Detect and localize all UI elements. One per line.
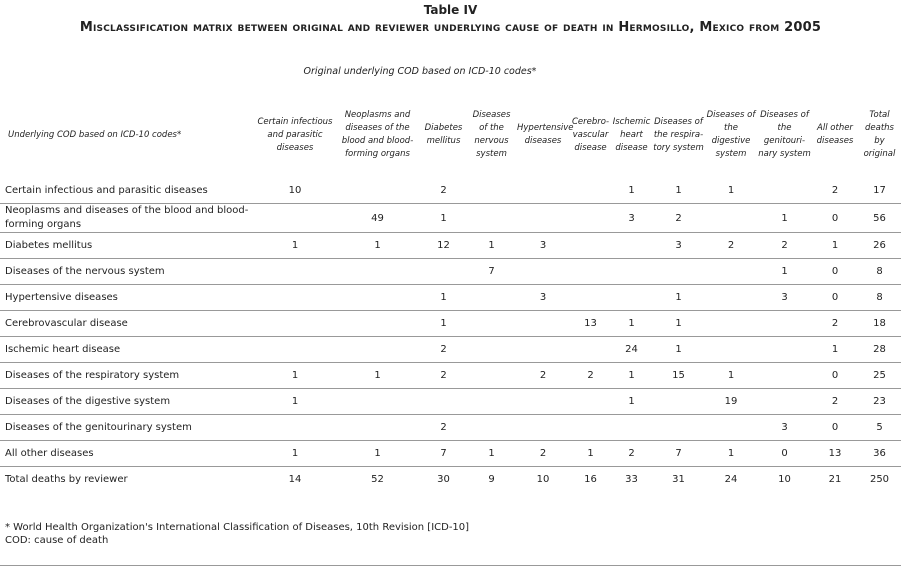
table-cell: 1 (255, 233, 335, 259)
table-cell: 2 (570, 363, 611, 389)
table-cell: 10 (778, 474, 791, 485)
table-cell (467, 285, 516, 311)
table-cell: 2 (420, 178, 467, 204)
table-label: Table IV (423, 3, 478, 17)
table-cell: 1 (335, 233, 420, 259)
column-header: Certain infectious and parasitic diseases (257, 116, 333, 153)
table-cell: 2 (757, 233, 812, 259)
table-cell (570, 337, 611, 363)
table-cell: 0 (812, 259, 858, 285)
table-cell (467, 204, 516, 233)
table-cell (516, 259, 570, 285)
column-header: Diseases of the nervous system (472, 110, 511, 159)
table-cell: 3 (516, 233, 570, 259)
column-group-header: Original underlying COD based on ICD-10 codes* (303, 66, 537, 77)
table-cell (570, 233, 611, 259)
table-cell (705, 204, 757, 233)
table-cell: 36 (858, 441, 901, 467)
table-cell: 1 (757, 259, 812, 285)
table-cell: 1 (705, 178, 757, 204)
table-cell: 2 (420, 337, 467, 363)
table-cell: 1 (255, 363, 335, 389)
row-label: Diseases of the respiratory system (0, 363, 255, 389)
column-header: Diseases of the genitouri-nary system (758, 110, 811, 159)
row-label: Diseases of the genitourinary system (0, 415, 255, 441)
table-cell: 56 (858, 204, 901, 233)
table-cell: 1 (611, 178, 652, 204)
table-cell (611, 259, 652, 285)
row-label: Diabetes mellitus (0, 233, 255, 259)
table-cell: 3 (757, 285, 812, 311)
table-cell: 1 (467, 441, 516, 467)
row-label: Certain infectious and parasitic diseases (0, 178, 255, 204)
table-cell: 2 (705, 233, 757, 259)
table-cell: 1 (335, 363, 420, 389)
table-row (0, 363, 901, 389)
row-header: Underlying COD based on ICD-10 codes* (8, 129, 182, 140)
table-cell: 8 (858, 259, 901, 285)
misclassification-matrix (0, 104, 901, 492)
table-cell (652, 259, 705, 285)
row-label: Neoplasms and diseases of the blood and blood-forming organs (0, 204, 255, 233)
table-cell: 14 (288, 474, 302, 485)
table-row (0, 233, 901, 259)
table-cell: 10 (255, 178, 335, 204)
table-cell (255, 415, 335, 441)
table-cell (255, 285, 335, 311)
table-cell (652, 389, 705, 415)
table-cell (516, 178, 570, 204)
table-cell (705, 337, 757, 363)
column-header: Ischemic heart disease (612, 116, 651, 153)
table-cell: 2 (812, 178, 858, 204)
table-cell (335, 285, 420, 311)
table-cell: 1 (705, 363, 757, 389)
footnote-icd: * World Health Organization's International Classification of Diseases, 10th Revision [ICD-10] (5, 522, 470, 533)
column-header: Cerebro-vascular disease (571, 116, 610, 153)
table-cell: 1 (255, 389, 335, 415)
table-cell: 25 (858, 363, 901, 389)
table-cell (570, 178, 611, 204)
table-cell (611, 285, 652, 311)
table-cell: 33 (625, 474, 638, 485)
table-row (0, 415, 901, 441)
table-cell: 3 (652, 233, 705, 259)
table-row (0, 311, 901, 337)
table-cell (757, 389, 812, 415)
table-cell (467, 178, 516, 204)
table-cell: 1 (467, 233, 516, 259)
table-cell (705, 311, 757, 337)
table-cell (516, 311, 570, 337)
table-cell (705, 285, 757, 311)
table-cell: 2 (420, 415, 467, 441)
table-cell (570, 204, 611, 233)
table-cell: 1 (611, 389, 652, 415)
table-cell: 3 (757, 415, 812, 441)
row-label: All other diseases (0, 441, 255, 467)
table-cell: 23 (858, 389, 901, 415)
table-cell (570, 285, 611, 311)
table-row (0, 467, 901, 493)
table-cell (516, 389, 570, 415)
table-title: Misclassification matrix between original and reviewer underlying cause of death in Hermosillo, Mexico from 2005 (79, 20, 822, 35)
table-cell: 2 (611, 441, 652, 467)
table-cell (335, 337, 420, 363)
table-cell (757, 311, 812, 337)
table-cell: 2 (516, 363, 570, 389)
table-row (0, 441, 901, 467)
table-row (0, 259, 901, 285)
column-header: Diseases of the respira-tory system (653, 116, 704, 153)
row-label: Ischemic heart disease (0, 337, 255, 363)
table-cell (255, 337, 335, 363)
table-cell: 21 (828, 474, 842, 485)
table-cell: 0 (812, 285, 858, 311)
row-label: Diseases of the nervous system (0, 259, 255, 285)
table-cell (516, 415, 570, 441)
table-cell (611, 233, 652, 259)
table-cell (570, 415, 611, 441)
table-cell: 1 (420, 285, 467, 311)
table-cell: 7 (652, 441, 705, 467)
table-cell: 5 (858, 415, 901, 441)
table-cell (467, 415, 516, 441)
table-cell: 1 (335, 441, 420, 467)
table-cell (705, 415, 757, 441)
table-cell: 3 (516, 285, 570, 311)
row-label: Hypertensive diseases (0, 285, 255, 311)
table-cell: 2 (812, 389, 858, 415)
table-cell: 9 (488, 474, 495, 485)
table-cell: 1 (570, 441, 611, 467)
table-cell: 31 (672, 474, 685, 485)
table-cell: 1 (420, 204, 467, 233)
table-cell: 28 (858, 337, 901, 363)
table-cell (467, 363, 516, 389)
table-cell: 10 (536, 474, 550, 485)
table-cell: 1 (652, 337, 705, 363)
table-cell (467, 337, 516, 363)
spacer (0, 166, 901, 178)
table-row (0, 204, 901, 233)
table-cell (335, 389, 420, 415)
table-cell: 0 (812, 204, 858, 233)
table-cell (335, 415, 420, 441)
table-cell (467, 311, 516, 337)
table-cell: 1 (611, 363, 652, 389)
column-header: Hypertensive diseases (517, 123, 574, 146)
table-cell: 0 (812, 415, 858, 441)
table-cell: 49 (335, 204, 420, 233)
table-cell (757, 363, 812, 389)
table-cell: 2 (420, 363, 467, 389)
table-row (0, 178, 901, 204)
table-row (0, 337, 901, 363)
table-cell: 1 (757, 204, 812, 233)
table-cell: 15 (652, 363, 705, 389)
table-cell (255, 204, 335, 233)
table-cell: 1 (611, 311, 652, 337)
row-label: Total deaths by reviewer (5, 473, 128, 485)
table-cell: 3 (611, 204, 652, 233)
table-cell (335, 259, 420, 285)
table-cell: 1 (812, 337, 858, 363)
table-row (0, 285, 901, 311)
table-cell: 2 (516, 441, 570, 467)
table-cell: 52 (371, 474, 384, 485)
table-cell: 0 (757, 441, 812, 467)
table-cell (570, 259, 611, 285)
table-cell: 1 (255, 441, 335, 467)
table-cell: 0 (812, 363, 858, 389)
table-cell (757, 178, 812, 204)
table-cell: 1 (652, 311, 705, 337)
table-cell: 7 (420, 441, 467, 467)
footnotes (5, 521, 469, 547)
row-label: Cerebrovascular disease (0, 311, 255, 337)
table-row (0, 389, 901, 415)
row-label: Diseases of the digestive system (0, 389, 255, 415)
table-cell (570, 389, 611, 415)
table-cell (516, 204, 570, 233)
footnote-cod: COD: cause of death (5, 535, 109, 546)
table-cell: 1 (812, 233, 858, 259)
table-cell: 13 (812, 441, 858, 467)
table-cell (335, 311, 420, 337)
table-cell: 12 (420, 233, 467, 259)
table-cell (335, 178, 420, 204)
table-cell: 13 (570, 311, 611, 337)
table-cell: 1 (652, 178, 705, 204)
table-cell: 7 (467, 259, 516, 285)
column-header: Diseases of the digestive system (706, 110, 756, 159)
table-cell: 2 (812, 311, 858, 337)
table-cell: 16 (584, 474, 597, 485)
table-cell (652, 415, 705, 441)
table-cell: 250 (869, 474, 890, 485)
table-cell: 24 (611, 337, 652, 363)
bottom-rule (0, 565, 901, 566)
column-header: All other diseases (816, 123, 854, 146)
table-cell: 1 (652, 285, 705, 311)
column-header: Diabetes mellitus (424, 123, 463, 146)
table-cell: 2 (652, 204, 705, 233)
table-cell: 19 (705, 389, 757, 415)
header-row (0, 104, 901, 166)
table-cell: 17 (858, 178, 901, 204)
table-cell (255, 311, 335, 337)
table-cell: 30 (437, 474, 450, 485)
table-cell (757, 337, 812, 363)
table-cell (705, 259, 757, 285)
column-header: Neoplasms and diseases of the blood and blood-forming organs (341, 110, 414, 159)
table-cell (611, 415, 652, 441)
table-cell: 18 (858, 311, 901, 337)
table-cell: 1 (705, 441, 757, 467)
table-cell (420, 259, 467, 285)
column-header: Total deaths by original (863, 110, 896, 159)
table-cell: 8 (858, 285, 901, 311)
table-cell (255, 259, 335, 285)
table-cell: 26 (858, 233, 901, 259)
table-cell: 24 (724, 474, 738, 485)
table-cell: 1 (420, 311, 467, 337)
table-cell (516, 337, 570, 363)
table-cell (420, 389, 467, 415)
table-cell (467, 389, 516, 415)
